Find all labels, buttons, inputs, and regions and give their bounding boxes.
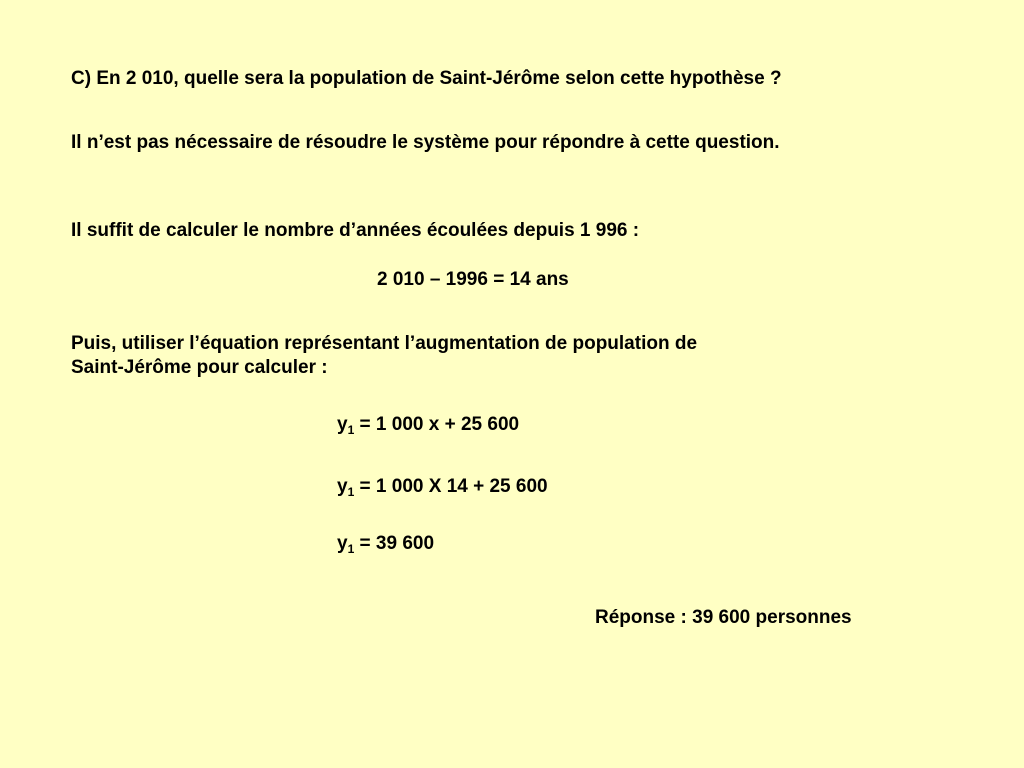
equation-subscript: 1: [347, 542, 355, 556]
equation-variable: y: [337, 414, 348, 435]
note-text: Il n’est pas nécessaire de résoudre le système pour répondre à cette question.: [71, 132, 780, 153]
years-calculation: 2 010 – 1996 = 14 ans: [377, 269, 569, 290]
equation-rhs: = 1 000 X 14 + 25 600: [354, 476, 548, 497]
equation-3: [337, 532, 434, 556]
equation-rhs: = 39 600: [354, 533, 435, 554]
equation-1: [337, 413, 519, 437]
equation-rhs: = 1 000 x + 25 600: [354, 414, 520, 435]
equation-2: [337, 475, 548, 499]
question-text: C) En 2 010, quelle sera la population de Saint-Jérôme selon cette hypothèse ?: [71, 68, 782, 89]
step1-text: Il suffit de calculer le nombre d’années écoulées depuis 1 996 :: [71, 220, 640, 241]
step2-text-line1: Puis, utiliser l’équation représentant l’augmentation de population de: [71, 333, 698, 354]
step2-text-line2: Saint-Jérôme pour calculer :: [71, 357, 328, 378]
equation-subscript: 1: [347, 423, 355, 437]
equation-variable: y: [337, 476, 348, 497]
answer-text: Réponse : 39 600 personnes: [595, 607, 852, 628]
equation-subscript: 1: [347, 485, 355, 499]
equation-variable: y: [337, 533, 348, 554]
